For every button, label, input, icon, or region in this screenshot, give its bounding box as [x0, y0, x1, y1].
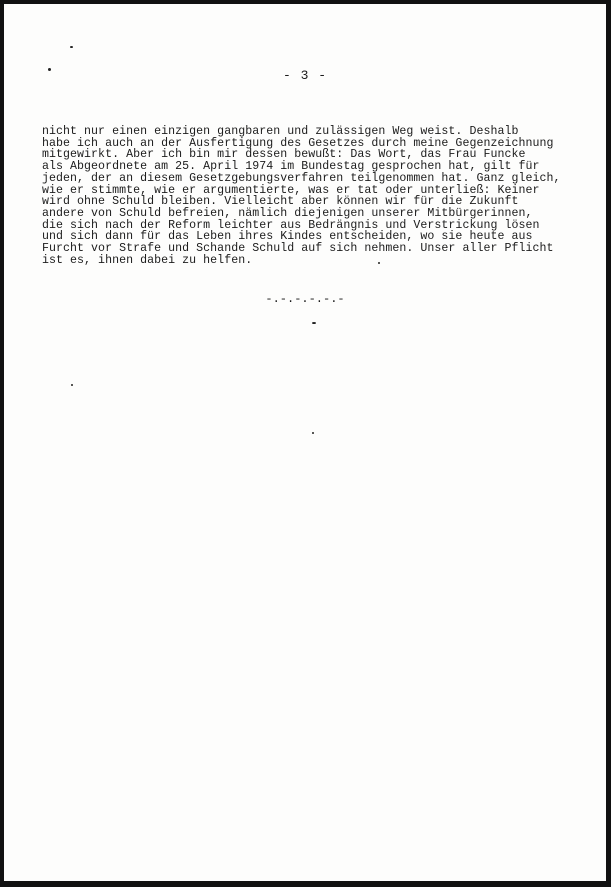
- text-line: als Abgeordnete am 25. April 1974 im Bundestag gesprochen hat, gilt für: [42, 160, 540, 174]
- text-line: Furcht vor Strafe und Schande Schuld auf sich nehmen. Unser aller Pflicht: [42, 242, 554, 256]
- text-line: die sich nach der Reform leichter aus Bedrängnis und Verstrickung lösen: [42, 218, 540, 232]
- scan-speck: [70, 46, 73, 48]
- text-line: ist es, ihnen dabei zu helfen.: [42, 253, 253, 267]
- text-line: andere von Schuld befreien, nämlich diejenigen unserer Mitbürgerinnen,: [42, 206, 533, 220]
- scan-speck: [312, 322, 316, 324]
- text-line: und sich dann für das Leben ihres Kindes entscheiden, wo sie heute aus: [42, 230, 533, 244]
- scan-speck: [312, 432, 314, 434]
- page-number: - 3 -: [282, 68, 327, 83]
- body-text: [42, 126, 582, 266]
- text-line: habe ich auch an der Ausfertigung des Gesetzes durch meine Gegenzeichnung: [42, 136, 554, 150]
- text-line: mitgewirkt. Aber ich bin mir dessen bewußt: Das Wort, das Frau Funcke: [42, 148, 526, 162]
- end-of-text-mark: -.-.-.-.-.-: [265, 292, 345, 306]
- text-line: nicht nur einen einzigen gangbaren und zulässigen Weg weist. Deshalb: [42, 125, 519, 138]
- scan-speck: [71, 384, 73, 386]
- text-line: jeden, der an diesem Gesetzgebungsverfahren teilgenommen hat. Ganz gleich,: [42, 171, 561, 185]
- text-line: wird ohne Schuld bleiben. Vielleicht aber können wir für die Zukunft: [42, 195, 519, 209]
- text-line: wie er stimmte, wie er argumentierte, was er tat oder unterließ: Keiner: [42, 183, 540, 197]
